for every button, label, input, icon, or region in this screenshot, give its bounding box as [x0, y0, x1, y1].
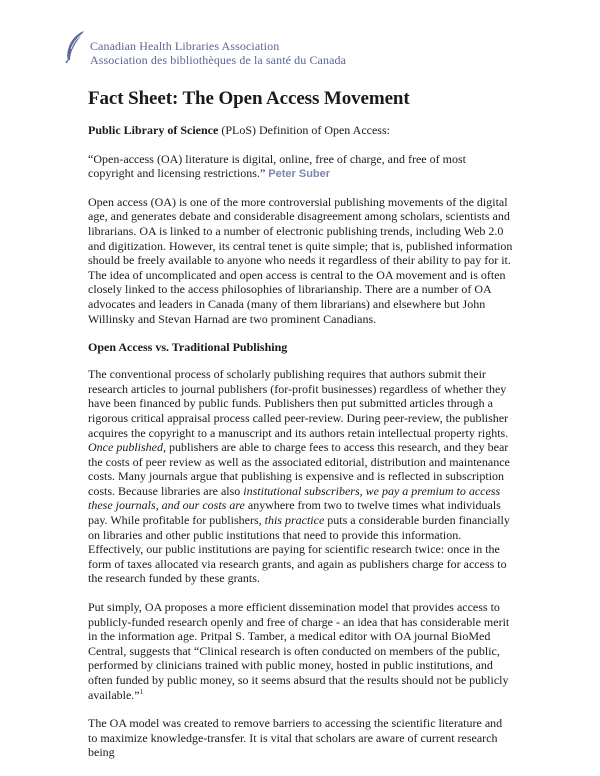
organization-name-fr: Association des bibliothèques de la santé du Canada — [90, 53, 347, 67]
text-run: Put simply, OA proposes a more efficient dissemination model that provides access to publicly-funded research openly and free of charge - an idea that has considerable merit in the information age. Pritpal S. Tamber, a medical editor with OA journal BioMed Central, suggests that “Clinical research is often conducted on members of the public, performed by clinicians trained with public money, hosted in public institutions, and often funded by public money, so it seems absurd that the results should not be publicly available.” — [88, 600, 510, 702]
oa-model-paragraph — [88, 600, 514, 702]
quote-text: “Open-access (OA) literature is digital, online, free of charge, and free of most copyright and licensing restrictions.” — [88, 151, 466, 181]
definition-heading — [88, 123, 514, 138]
quill-feather-icon — [62, 30, 88, 64]
final-paragraph: The OA model was created to remove barriers to accessing the scientific literature and to maximize knowledge-transfer. It is vital that scholars are aware of current research being — [88, 716, 503, 760]
section-heading: Open Access vs. Traditional Publishing — [88, 340, 288, 355]
traditional-publishing-paragraph — [88, 367, 514, 586]
italic-run: Once published, — [88, 440, 166, 455]
italic-run: this practice — [264, 513, 325, 528]
text-run: publishers are able to charge fees to access this research, and they bear the costs of peer review as well as the associated editorial, distribution and maintenance costs. Many journals argue that publishing is expensive and is reflected in subscription costs. Because libraries are also — [88, 440, 510, 498]
quote-author: Peter Suber — [268, 168, 331, 181]
italic-run: institutional subscribers, we pay a premium to access these journals, and our costs are — [88, 483, 501, 513]
definition-heading-bold: Public Library of Science — [88, 123, 219, 137]
footnote-marker: 1 — [139, 687, 144, 696]
text-run: puts a considerable burden financially on libraries and other public institutions that need to provide this information. Effectively, our public institutions are paying for scientific research twice: once in the form of taxes allocated via research grants, and again as publishers charge for access to the research funded by these grants. — [88, 513, 510, 586]
text-run: The conventional process of scholarly publishing requires that authors submit their research articles to journal publishers (for-profit businesses) regardless of whether they have been financed by public funds. Publishers then put submitted articles through a rigorous critical appraisal process called peer-review. During peer-review, the publisher acquires the copyright to a manuscript and its authors retain intellectual property rights. — [88, 367, 509, 440]
organization-name — [90, 39, 346, 67]
oa-definition-quote — [88, 152, 514, 182]
document-body — [88, 88, 514, 774]
intro-paragraph: Open access (OA) is one of the more controversial publishing movements of the digital age, and generates debate and considerable disagreement among scholars, scientists and librarians. OA is linked to a number of electronic publishing trends, including Web 2.0 and digitization. However, its central tenet is quite simple; that is, published information should be freely available to anyone who needs it regardless of their ability to pay for it. The idea of uncomplicated and open access is central to the OA movement and is often closely linked to the access philosophies of librarianship. There are a number of OA advocates and leaders in Canada (many of them librarians) and elsewhere but John Willinsky and Stevan Harnad are two prominent Canadians. — [88, 194, 513, 326]
organization-name-en: Canadian Health Libraries Association — [90, 39, 280, 53]
definition-heading-rest: (PLoS) Definition of Open Access: — [218, 123, 390, 137]
page-title: Fact Sheet: The Open Access Movement — [88, 88, 410, 109]
text-run: anywhere from two to twelve times what individuals pay. While profitable for publishers, — [88, 498, 501, 528]
